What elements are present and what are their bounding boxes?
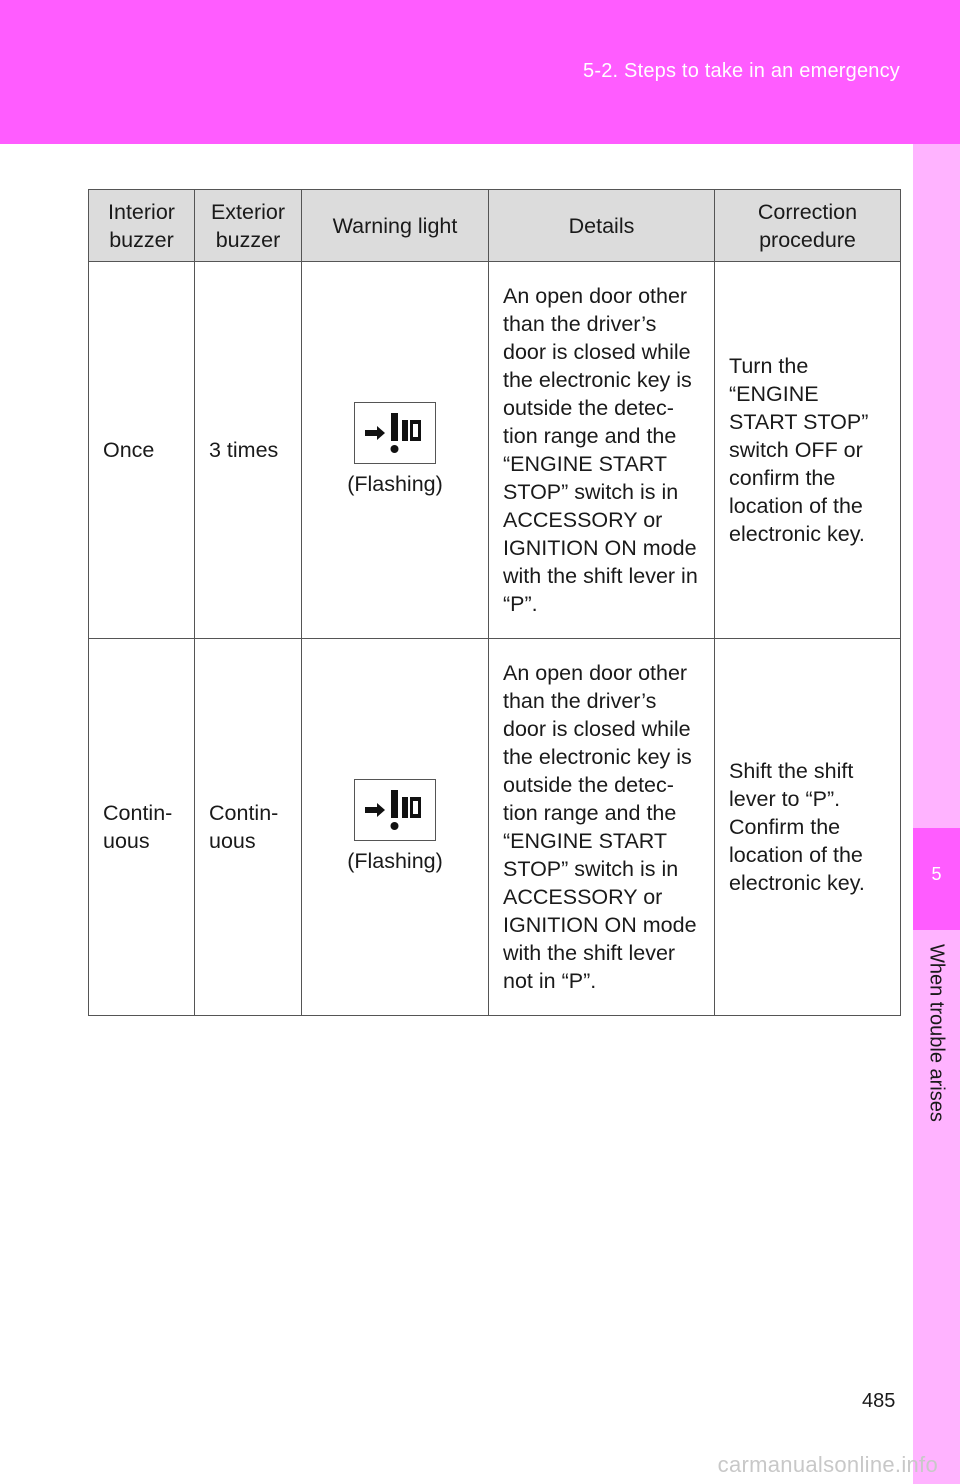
- key-outside-warning-icon: [354, 402, 436, 464]
- column-header-exterior-buzzer: Exterior buzzer: [195, 190, 302, 262]
- column-header-details: Details: [489, 190, 715, 262]
- column-header-correction-procedure: Correction procedure: [715, 190, 901, 262]
- column-header-warning-light: Warning light: [302, 190, 489, 262]
- correction-cell: Shift the shift lever to “P”. Confirm the location of the electronic key.: [715, 639, 901, 1016]
- key-outside-warning-icon: [354, 779, 436, 841]
- warning-buzzer-table: [88, 189, 901, 1016]
- watermark: carmanualsonline.info: [717, 1452, 938, 1477]
- warning-light-state: (Flashing): [347, 849, 443, 873]
- chapter-number: 5: [931, 864, 942, 884]
- correction-cell: Turn the “ENGINE START STOP” switch OFF or confirm the location of the electronic key.: [715, 262, 901, 639]
- table-header-row: [89, 190, 901, 262]
- table-row: [89, 639, 901, 1016]
- interior-buzzer-cell: Contin- uous: [89, 639, 195, 1016]
- details-cell: An open door other than the driver’s door is closed while the electronic key is outside the detec- tion range and the “ENGINE START STOP” switch is in ACCESSORY or IGNITION ON mode with the shift lever not in “P”.: [489, 639, 715, 1016]
- table-row: [89, 262, 901, 639]
- warning-light-cell: [302, 262, 489, 639]
- chapter-label: When trouble arises: [925, 944, 948, 1122]
- details-cell: An open door other than the driver’s door is closed while the electronic key is outside the detec- tion range and the “ENGINE START STOP” switch is in ACCESSORY or IGNITION ON mode with the shift lever in “P”.: [489, 262, 715, 639]
- section-title: 5-2. Steps to take in an emergency: [583, 60, 900, 82]
- column-header-interior-buzzer: Interior buzzer: [89, 190, 195, 262]
- exterior-buzzer-cell: Contin- uous: [195, 639, 302, 1016]
- warning-light-cell: [302, 639, 489, 1016]
- warning-light-state: (Flashing): [347, 472, 443, 496]
- interior-buzzer-cell: Once: [89, 262, 195, 639]
- exterior-buzzer-cell: 3 times: [195, 262, 302, 639]
- chapter-side-tab: [913, 144, 960, 1484]
- page-number: 485: [862, 1390, 896, 1412]
